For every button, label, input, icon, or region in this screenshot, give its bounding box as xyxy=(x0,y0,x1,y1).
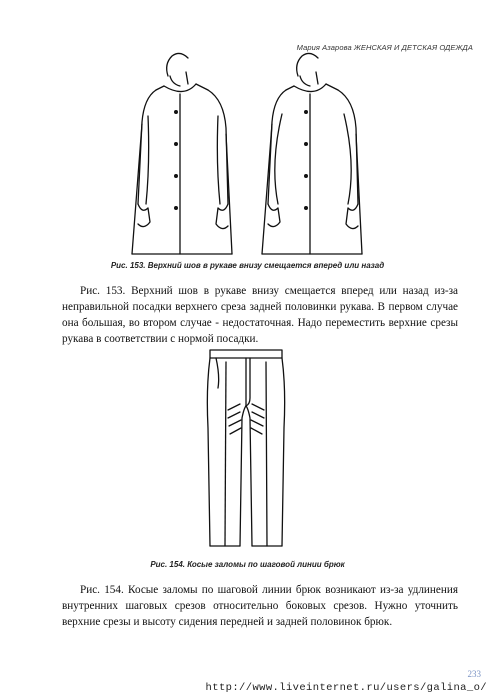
coat-sketch-left xyxy=(132,53,232,254)
inseam-right xyxy=(246,406,252,546)
waistband xyxy=(210,350,282,358)
coat-buttons-left xyxy=(174,110,178,210)
page-number: 233 xyxy=(467,669,481,679)
footer-url[interactable]: http://www.liveinternet.ru/users/galina_o/ xyxy=(205,682,487,694)
left-side-seam xyxy=(207,358,210,546)
inseam-left xyxy=(240,406,246,546)
figure-153-illustration xyxy=(128,54,368,254)
figure-154-illustration xyxy=(196,348,296,548)
paragraph-153: Рис. 153. Верхний шов в рукаве внизу смещается вперед или назад из-за неправильной посадки верхнего среза задней половинки рукава. В первом случае она большая, во втором случае - недостаточная. Надо переместить верхние срезы рукава в соответствии с нормой посадки. xyxy=(62,285,458,345)
running-header: Мария Азарова ЖЕНСКАЯ И ДЕТСКАЯ ОДЕЖДА xyxy=(296,43,473,52)
paragraph-154: Рис. 154. Косые заломы по шаговой линии брюк возникают из-за удлинения внутренних шаговых срезов относительно боковых срезов. Нужно уточнить верхние срезы и высоту сидения передней и задней половинок брюк. xyxy=(62,584,458,628)
figure-153-caption: Рис. 153. Верхний шов в рукаве внизу смещается вперед или назад xyxy=(110,261,385,270)
diagonal-folds xyxy=(228,404,264,434)
figure-154-caption: Рис. 154. Косые заломы по шаговой линии брюк xyxy=(150,560,345,569)
coat-sketch-right xyxy=(262,53,362,254)
right-side-seam xyxy=(282,358,285,546)
coat-buttons-right xyxy=(304,110,308,210)
